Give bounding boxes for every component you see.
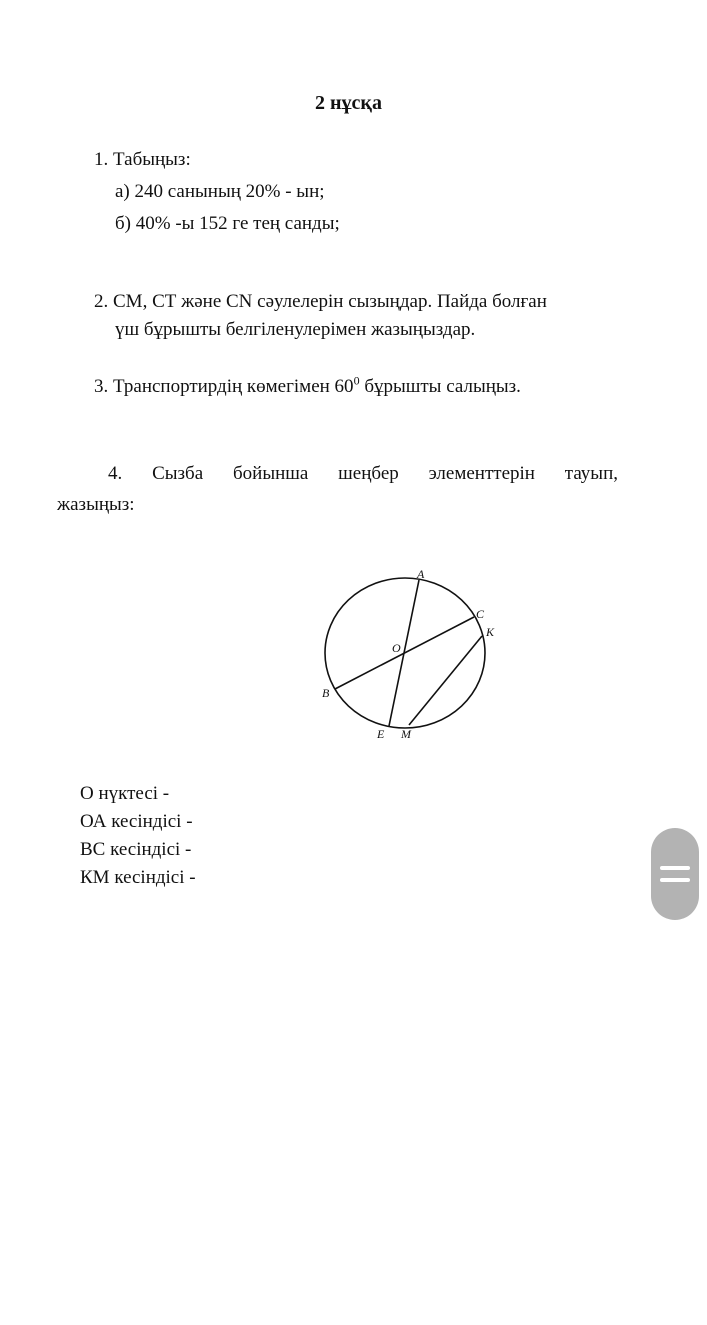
task1-item-a: а) 240 санының 20% - ын; [115,181,325,202]
label-b: B [322,686,330,700]
task4-word: шеңбер [338,463,399,484]
answer-line: О нүктесі - [80,783,170,804]
label-o: O [392,641,401,655]
task4-line2: жазыңыз: [57,494,135,515]
task1-item-b: б) 40% -ы 152 ге тең санды; [115,213,340,234]
task4-word: 4. [108,463,123,484]
page-title: 2 нұсқа [315,92,382,114]
task4-word: тауып, [564,463,618,484]
label-e: E [377,727,385,741]
label-k: K [486,625,495,639]
label-c: C [476,607,485,621]
answer-line: ВС кесіндісі - [80,839,192,860]
task1-heading: 1. Табыңыз: [94,149,191,170]
scroll-handle[interactable] [651,828,699,920]
diameter-bc [335,617,474,689]
chord-km [409,636,482,725]
drag-grip-icon [660,878,690,882]
task4-word: бойынша [232,463,309,484]
task2-line2: үш бұрышты белгіленулерімен жазыңыздар. [115,319,476,340]
label-m: M [401,727,411,741]
task4-word: элементтерін [428,463,535,484]
circle-diagram [310,560,510,750]
task2-line1: 2. СМ, СТ және СN сәулелерін сызыңдар. Пайда болған [94,291,547,312]
label-a: A [417,567,425,581]
task3-prefix: 3. Транспортирдің көмегімен 60 [94,376,354,397]
drag-grip-icon [660,866,690,870]
degree-superscript: 0 [353,373,360,388]
task4-word: Сызба [152,463,204,484]
task3-suffix: бұрышты салыңыз. [359,376,521,397]
answer-line: КМ кесіндісі - [80,867,196,888]
task3-text [94,375,521,399]
task4-line1 [108,462,618,486]
answer-line: ОА кесіндісі - [80,811,193,832]
